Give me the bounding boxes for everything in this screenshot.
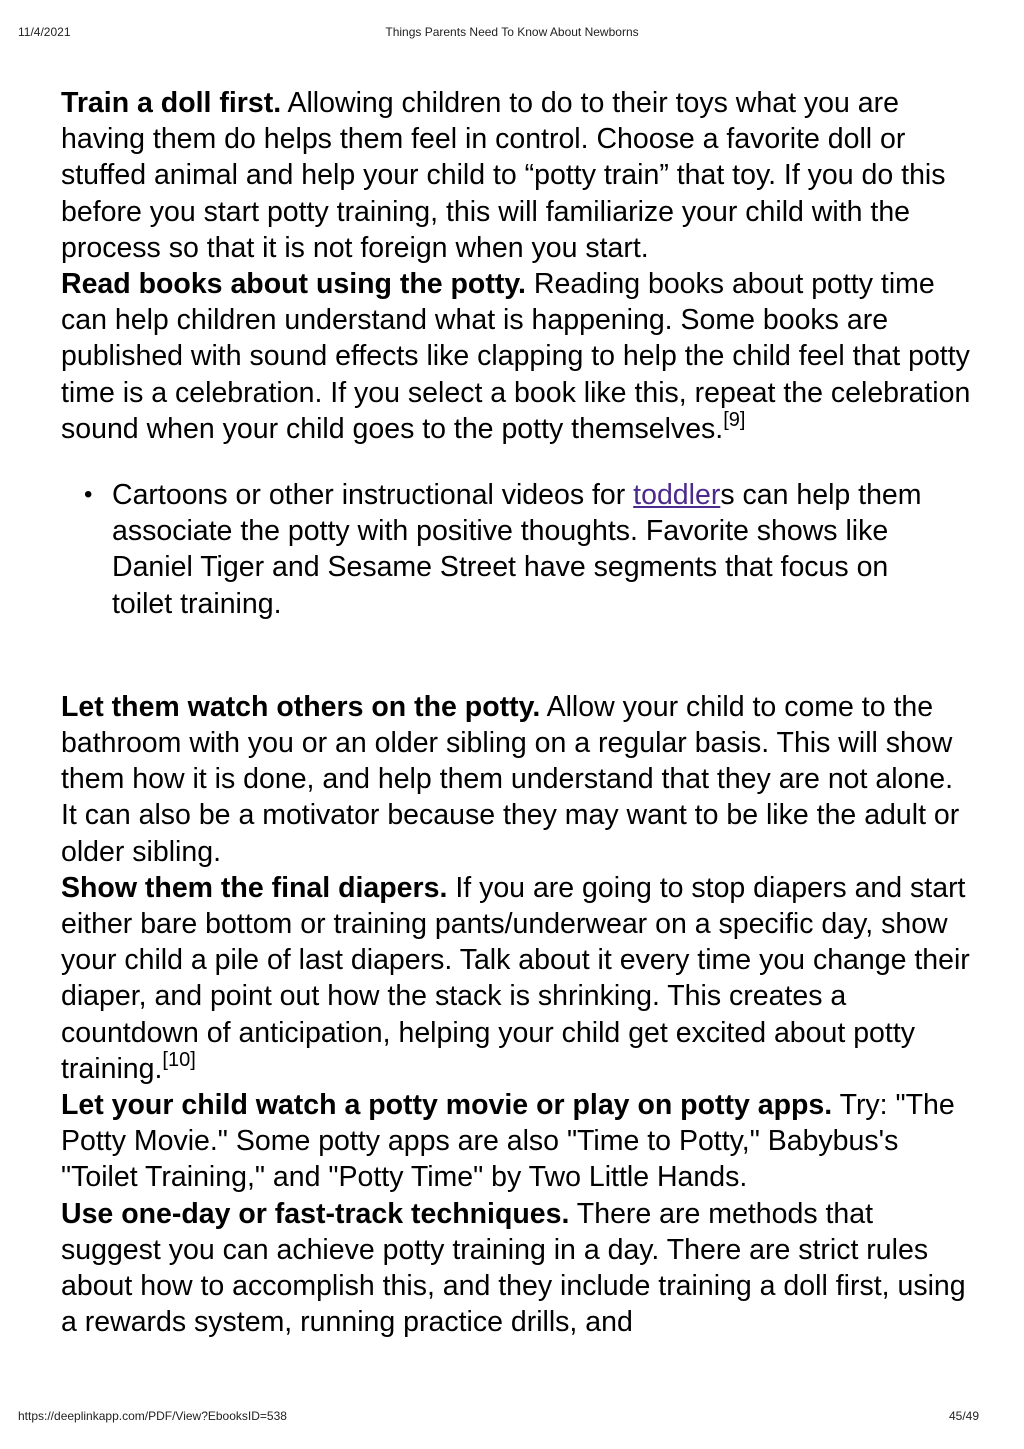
text-watch-others: Allow your child to come to the bathroom with you or an older sibling on a regular basis. This will show them how it is done, and help them understand that they are not alone. It can also be a motivator because they may want to be like the adult or older sibling. [61, 690, 960, 868]
text-final-diapers: If you are going to stop diapers and start either bare bottom or training pants/underwear on a specific day, show your child a pile of last diapers. Talk about it every time you change their diaper, and point out how the stack is shrinking. This creates a countdown of anticipation, helping your child get excited about potty training. [61, 871, 970, 1085]
article-body [61, 85, 973, 1341]
heading-read-books: Read books about using the potty. [61, 268, 526, 301]
page-number: 45/49 [948, 1409, 979, 1423]
heading-final-diapers: Show them the final diapers. [61, 871, 448, 904]
citation-10: [10] [162, 1048, 196, 1071]
text-read-books: Reading books about potty time can help children understand what is happening. Some books are published with sound effects like clapping to help the child feel that potty time is a celebration. If you select a book like this, repeat the celebration sound when your child goes to the potty themselves. [61, 268, 971, 445]
text-potty-movie: Try: "The Potty Movie." Some potty apps are also "Time to Potty," Babybus's "Toilet Training," and "Potty Time" by Two Little Hands. [61, 1089, 955, 1194]
paragraph-potty-movie [61, 1087, 973, 1196]
bullet-text-before: Cartoons or other instructional videos for [112, 479, 634, 512]
header-date: 11/4/2021 [18, 25, 71, 39]
text-train-doll: Allowing children to do to their toys what you are having them do helps them feel in control. Choose a favorite doll or stuffed animal and help your child to “potty train” that toy. If you do this before you start potty training, this will familiarize your child with the process so that it is not foreign when you start. [61, 87, 946, 264]
text-one-day: There are methods that suggest you can achieve potty training in a day. There are strict rules about how to accomplish this, and they include training a doll first, using a rewards system, running practice drills, and [61, 1197, 966, 1339]
heading-watch-others: Let them watch others on the potty. [61, 690, 541, 723]
header-title: Things Parents Need To Know About Newborns [385, 25, 639, 39]
heading-potty-movie: Let your child watch a potty movie or play on potty apps. [61, 1089, 833, 1122]
paragraph-train-doll [61, 85, 973, 266]
toddler-link[interactable]: toddler [633, 479, 721, 512]
paragraph-read-books [61, 266, 973, 447]
bullet-text-after: s can help them associate the potty with positive thoughts. Favorite shows like Daniel Tiger and Sesame Street have segments that focus on toilet training. [112, 479, 922, 620]
heading-one-day: Use one-day or fast-track techniques. [61, 1197, 570, 1230]
paragraph-one-day [61, 1196, 973, 1341]
paragraph-watch-others [61, 689, 973, 870]
citation-9: [9] [723, 408, 746, 431]
paragraph-final-diapers [61, 870, 973, 1087]
bullet-list [61, 477, 973, 622]
bullet-marker: • [84, 481, 93, 509]
spacer [61, 622, 973, 689]
footer-url[interactable]: https://deeplinkapp.com/PDF/View?EbooksID=538 [18, 1409, 287, 1423]
heading-train-doll: Train a doll first. [61, 87, 282, 119]
list-item [61, 477, 932, 622]
